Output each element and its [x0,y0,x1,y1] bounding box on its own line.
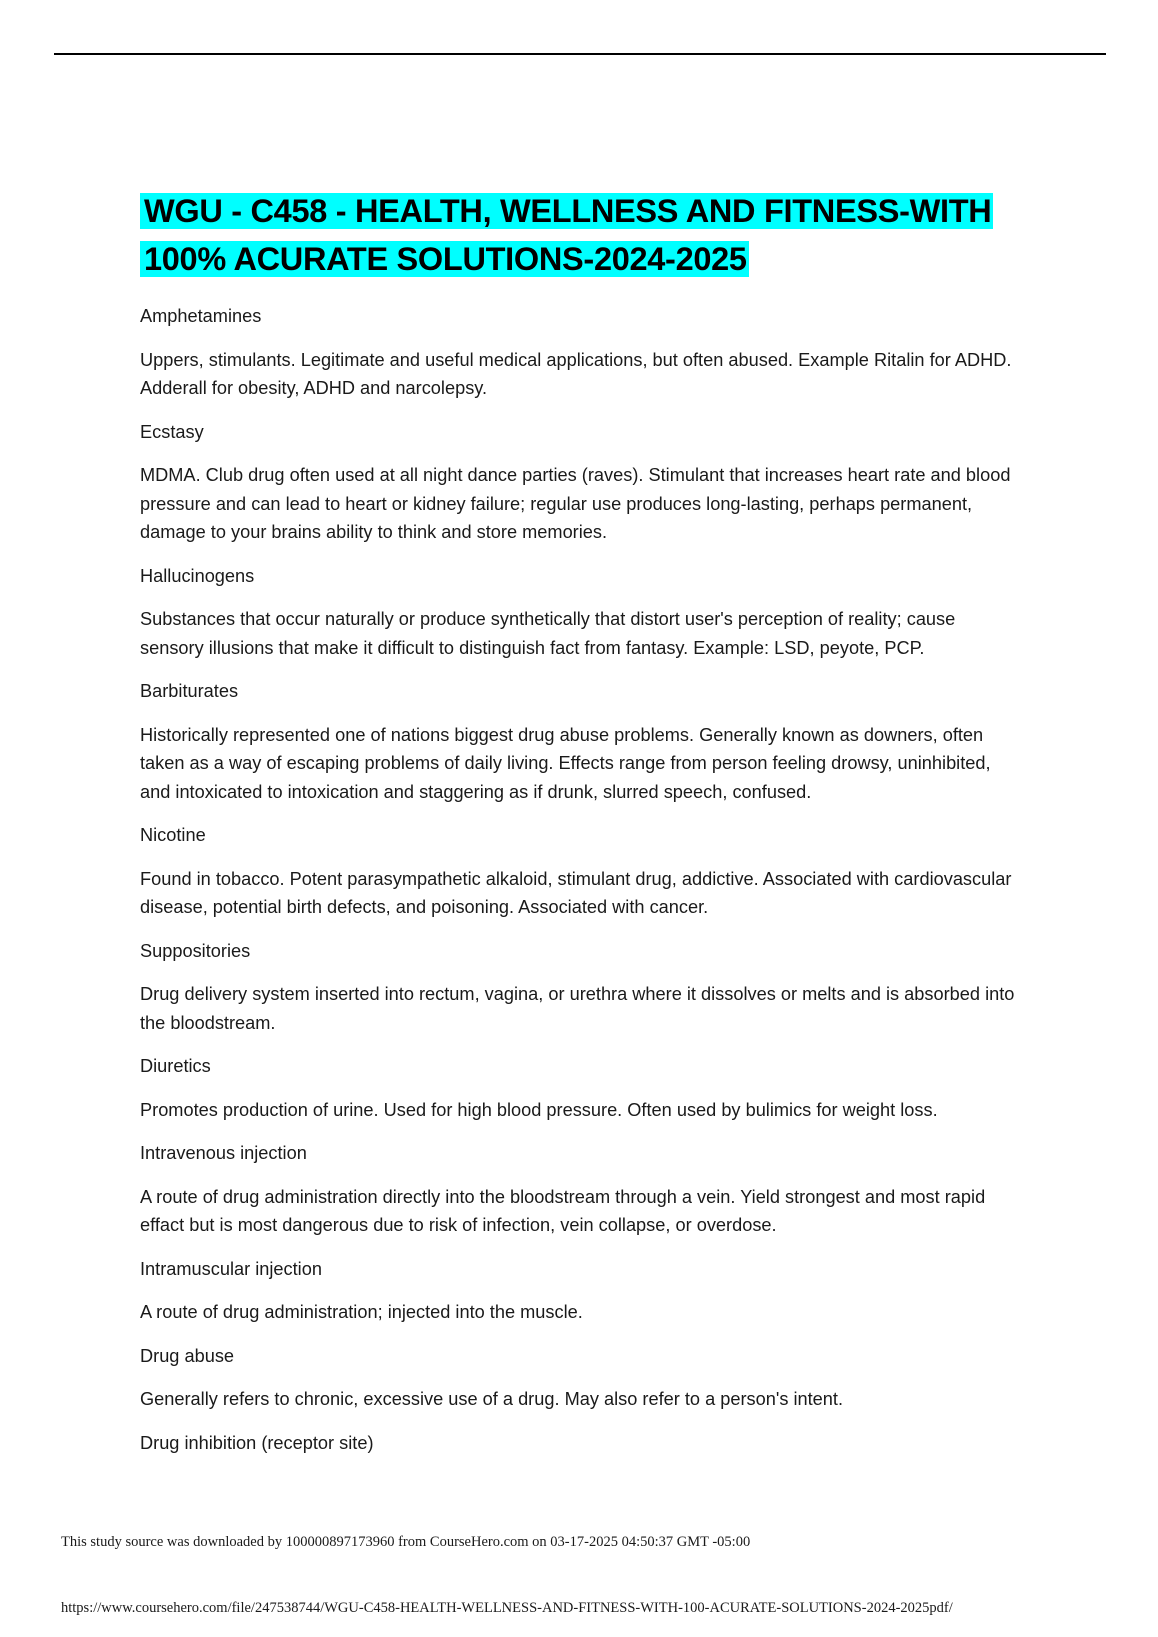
term-intravenous-injection: Intravenous injection [140,1143,307,1163]
document-title [140,187,1040,283]
term-amphetamines: Amphetamines [140,306,262,326]
definition-hallucinogens: Substances that occur naturally or produce synthetically that distort user's perception of reality; cause sensory illusions that make it difficult to distinguish fact from fantasy. Example: LSD, peyote, PCP. [140,609,956,658]
definition-suppositories: Drug delivery system inserted into rectum, vagina, or urethra where it dissolves or melts and is absorbed into the bloodstream. [140,984,1015,1033]
header-rule [54,53,1106,55]
term-intramuscular-injection: Intramuscular injection [140,1258,322,1279]
definition-intramuscular-injection: A route of drug administration; injected into the muscle. [140,1302,583,1322]
source-url[interactable]: https://www.coursehero.com/file/247538744/WGU-C458-HEALTH-WELLNESS-AND-FITNESS-WITH-100-ACURATE-SOLUTIONS-2024-2025pdf/ [61,1600,953,1616]
term-hallucinogens: Hallucinogens [140,565,255,586]
title-line-2: 100% ACURATE SOLUTIONS-2024-2025 [144,241,747,277]
title-highlight [140,193,993,277]
definition-intravenous-injection: A route of drug administration directly into the bloodstream through a vein. Yield strongest and most rapid effact but is most dangerous due to risk of infection, vein collapse, or overdose. [140,1186,986,1235]
definition-diuretics: Promotes production of urine. Used for high blood pressure. Often used by bulimics for weight loss. [140,1099,938,1120]
term-suppositories: Suppositories [140,940,251,961]
definition-drug-abuse: Generally refers to chronic, excessive use of a drug. May also refer to a person's intent. [140,1389,844,1409]
download-source-notice: This study source was downloaded by 100000897173960 from CourseHero.com on 03-17-2025 04:50:37 GMT -05:00 [61,1534,751,1550]
term-drug-inhibition: Drug inhibition (receptor site) [140,1432,374,1453]
flashcard-list [140,302,1020,1472]
definition-ecstasy: MDMA. Club drug often used at all night dance parties (raves). Stimulant that increases heart rate and blood pressure and can lead to heart or kidney failure; regular use produces long-lasting, perhaps permanent, damage to your brains ability to think and store memories. [140,465,1011,542]
term-drug-abuse: Drug abuse [140,1345,235,1366]
definition-nicotine: Found in tobacco. Potent parasympathetic alkaloid, stimulant drug, addictive. Associated with cardiovascular disease, potential birth defects, and poisoning. Associated with cancer. [140,868,1012,917]
term-barbiturates: Barbiturates [140,681,239,701]
term-ecstasy: Ecstasy [140,421,204,442]
definition-amphetamines: Uppers, stimulants. Legitimate and useful medical applications, but often abused. Example Ritalin for ADHD. Adderall for obesity, ADHD and narcolepsy. [140,349,1012,398]
term-nicotine: Nicotine [140,825,206,845]
definition-barbiturates: Historically represented one of nations biggest drug abuse problems. Generally known as downers, often taken as a way of escaping problems of daily living. Effects range from person feeling drowsy, uninhibited, and intoxicated to intoxication and staggering as if drunk, slurred speech, confused. [140,724,991,802]
title-line-1: WGU - C458 - HEALTH, WELLNESS AND FITNESS-WITH [144,193,992,229]
term-diuretics: Diuretics [140,1056,211,1076]
